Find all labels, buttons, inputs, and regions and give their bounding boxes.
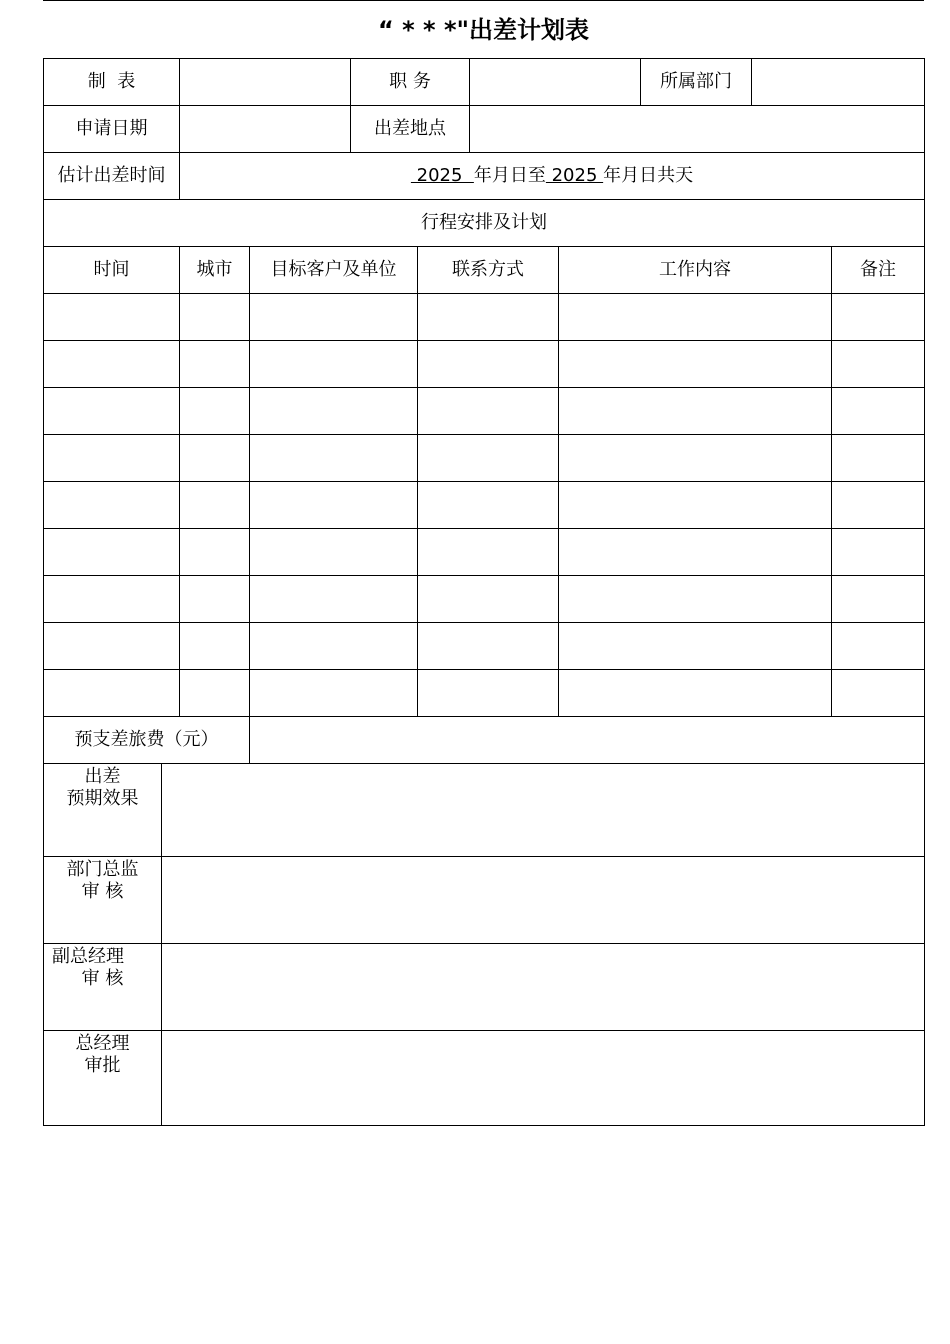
cell-remarks[interactable]	[832, 670, 925, 717]
row-gm	[44, 1031, 925, 1126]
col-header-remarks: 备注	[832, 247, 925, 294]
cell-client[interactable]	[250, 623, 418, 670]
cell-contact[interactable]	[418, 623, 559, 670]
row-section-title	[44, 200, 925, 247]
cell-contact[interactable]	[418, 670, 559, 717]
dept-label: 所属部门	[641, 59, 752, 106]
gm-label-line1: 总经理	[75, 1033, 130, 1054]
cell-remarks[interactable]	[832, 294, 925, 341]
cell-time[interactable]	[44, 341, 180, 388]
cell-remarks[interactable]	[832, 576, 925, 623]
vp-label-line2: 审 核	[81, 968, 124, 989]
cell-time[interactable]	[44, 435, 180, 482]
cell-time[interactable]	[44, 623, 180, 670]
cell-city[interactable]	[180, 341, 250, 388]
cell-work[interactable]	[559, 435, 832, 482]
col-header-contact: 联系方式	[418, 247, 559, 294]
director-field[interactable]	[162, 857, 925, 944]
cell-city[interactable]	[180, 388, 250, 435]
col-header-work: 工作内容	[559, 247, 832, 294]
cell-contact[interactable]	[418, 435, 559, 482]
cell-contact[interactable]	[418, 341, 559, 388]
cell-city[interactable]	[180, 435, 250, 482]
position-label: 职 务	[351, 59, 470, 106]
cell-time[interactable]	[44, 576, 180, 623]
vp-field[interactable]	[162, 944, 925, 1031]
cell-time[interactable]	[44, 388, 180, 435]
table-row	[44, 623, 925, 670]
apply-date-field[interactable]	[180, 106, 351, 153]
cell-client[interactable]	[250, 341, 418, 388]
cell-city[interactable]	[180, 482, 250, 529]
cell-contact[interactable]	[418, 388, 559, 435]
table-row	[44, 529, 925, 576]
cell-time[interactable]	[44, 482, 180, 529]
cell-city[interactable]	[180, 529, 250, 576]
table-row	[44, 576, 925, 623]
cell-work[interactable]	[559, 341, 832, 388]
cell-remarks[interactable]	[832, 435, 925, 482]
row-est-time	[44, 153, 925, 200]
advance-label: 预支差旅费（元）	[44, 717, 250, 764]
cell-client[interactable]	[250, 482, 418, 529]
cell-client[interactable]	[250, 670, 418, 717]
cell-remarks[interactable]	[832, 482, 925, 529]
cell-time[interactable]	[44, 670, 180, 717]
position-field[interactable]	[470, 59, 641, 106]
schedule-header-row	[44, 247, 925, 294]
cell-city[interactable]	[180, 576, 250, 623]
title-main: 出差计划表	[469, 16, 589, 44]
maker-label: 制 表	[44, 59, 180, 106]
dept-field[interactable]	[752, 59, 925, 106]
cell-contact[interactable]	[418, 529, 559, 576]
cell-client[interactable]	[250, 294, 418, 341]
schedule-section-title: 行程安排及计划	[44, 200, 925, 247]
cell-contact[interactable]	[418, 294, 559, 341]
director-label-line1: 部门总监	[66, 859, 139, 880]
location-field[interactable]	[470, 106, 925, 153]
top-rule	[43, 0, 924, 1]
director-label-line2: 审 核	[81, 881, 124, 902]
col-header-client: 目标客户及单位	[250, 247, 418, 294]
cell-work[interactable]	[559, 576, 832, 623]
row-maker	[44, 59, 925, 106]
cell-city[interactable]	[180, 294, 250, 341]
cell-client[interactable]	[250, 576, 418, 623]
cell-remarks[interactable]	[832, 341, 925, 388]
title-quote: “ * * *"	[378, 16, 469, 44]
advance-field[interactable]	[250, 717, 925, 764]
effect-field[interactable]	[162, 764, 925, 857]
start-year: 2025	[410, 165, 474, 186]
travel-plan-form	[43, 58, 925, 1126]
vp-label-line1: 副总经理	[52, 946, 124, 967]
col-header-city: 城市	[180, 247, 250, 294]
col-header-time: 时间	[44, 247, 180, 294]
row-apply	[44, 106, 925, 153]
table-row	[44, 482, 925, 529]
cell-work[interactable]	[559, 529, 832, 576]
cell-client[interactable]	[250, 435, 418, 482]
row-effect	[44, 764, 925, 857]
location-label: 出差地点	[351, 106, 470, 153]
table-row	[44, 670, 925, 717]
table-row	[44, 435, 925, 482]
maker-field[interactable]	[180, 59, 351, 106]
cell-work[interactable]	[559, 670, 832, 717]
cell-city[interactable]	[180, 623, 250, 670]
vp-label	[44, 944, 162, 1031]
gm-field[interactable]	[162, 1031, 925, 1126]
table-row	[44, 294, 925, 341]
cell-remarks[interactable]	[832, 529, 925, 576]
gm-label	[44, 1031, 162, 1126]
cell-work[interactable]	[559, 482, 832, 529]
effect-label-line1: 出差	[84, 766, 121, 787]
row-vp	[44, 944, 925, 1031]
page-title	[43, 10, 924, 45]
cell-work[interactable]	[559, 623, 832, 670]
director-label	[44, 857, 162, 944]
cell-city[interactable]	[180, 670, 250, 717]
row-director	[44, 857, 925, 944]
cell-time[interactable]	[44, 294, 180, 341]
apply-date-label: 申请日期	[44, 106, 180, 153]
effect-label	[44, 764, 162, 857]
cell-remarks[interactable]	[832, 623, 925, 670]
est-time-label: 估计出差时间	[44, 153, 180, 200]
table-row	[44, 341, 925, 388]
cell-work[interactable]	[559, 388, 832, 435]
row-advance	[44, 717, 925, 764]
cell-time[interactable]	[44, 529, 180, 576]
table-row	[44, 388, 925, 435]
cell-client[interactable]	[250, 529, 418, 576]
gm-label-line2: 审批	[84, 1055, 121, 1076]
cell-remarks[interactable]	[832, 388, 925, 435]
est-time-field[interactable]	[180, 153, 925, 200]
cell-contact[interactable]	[418, 576, 559, 623]
cell-contact[interactable]	[418, 482, 559, 529]
cell-client[interactable]	[250, 388, 418, 435]
end-year: 2025	[545, 165, 604, 186]
cell-work[interactable]	[559, 294, 832, 341]
range-end: 年月日共天	[603, 165, 694, 186]
range-mid: 年月日至	[473, 165, 546, 186]
effect-label-line2: 预期效果	[66, 788, 139, 809]
